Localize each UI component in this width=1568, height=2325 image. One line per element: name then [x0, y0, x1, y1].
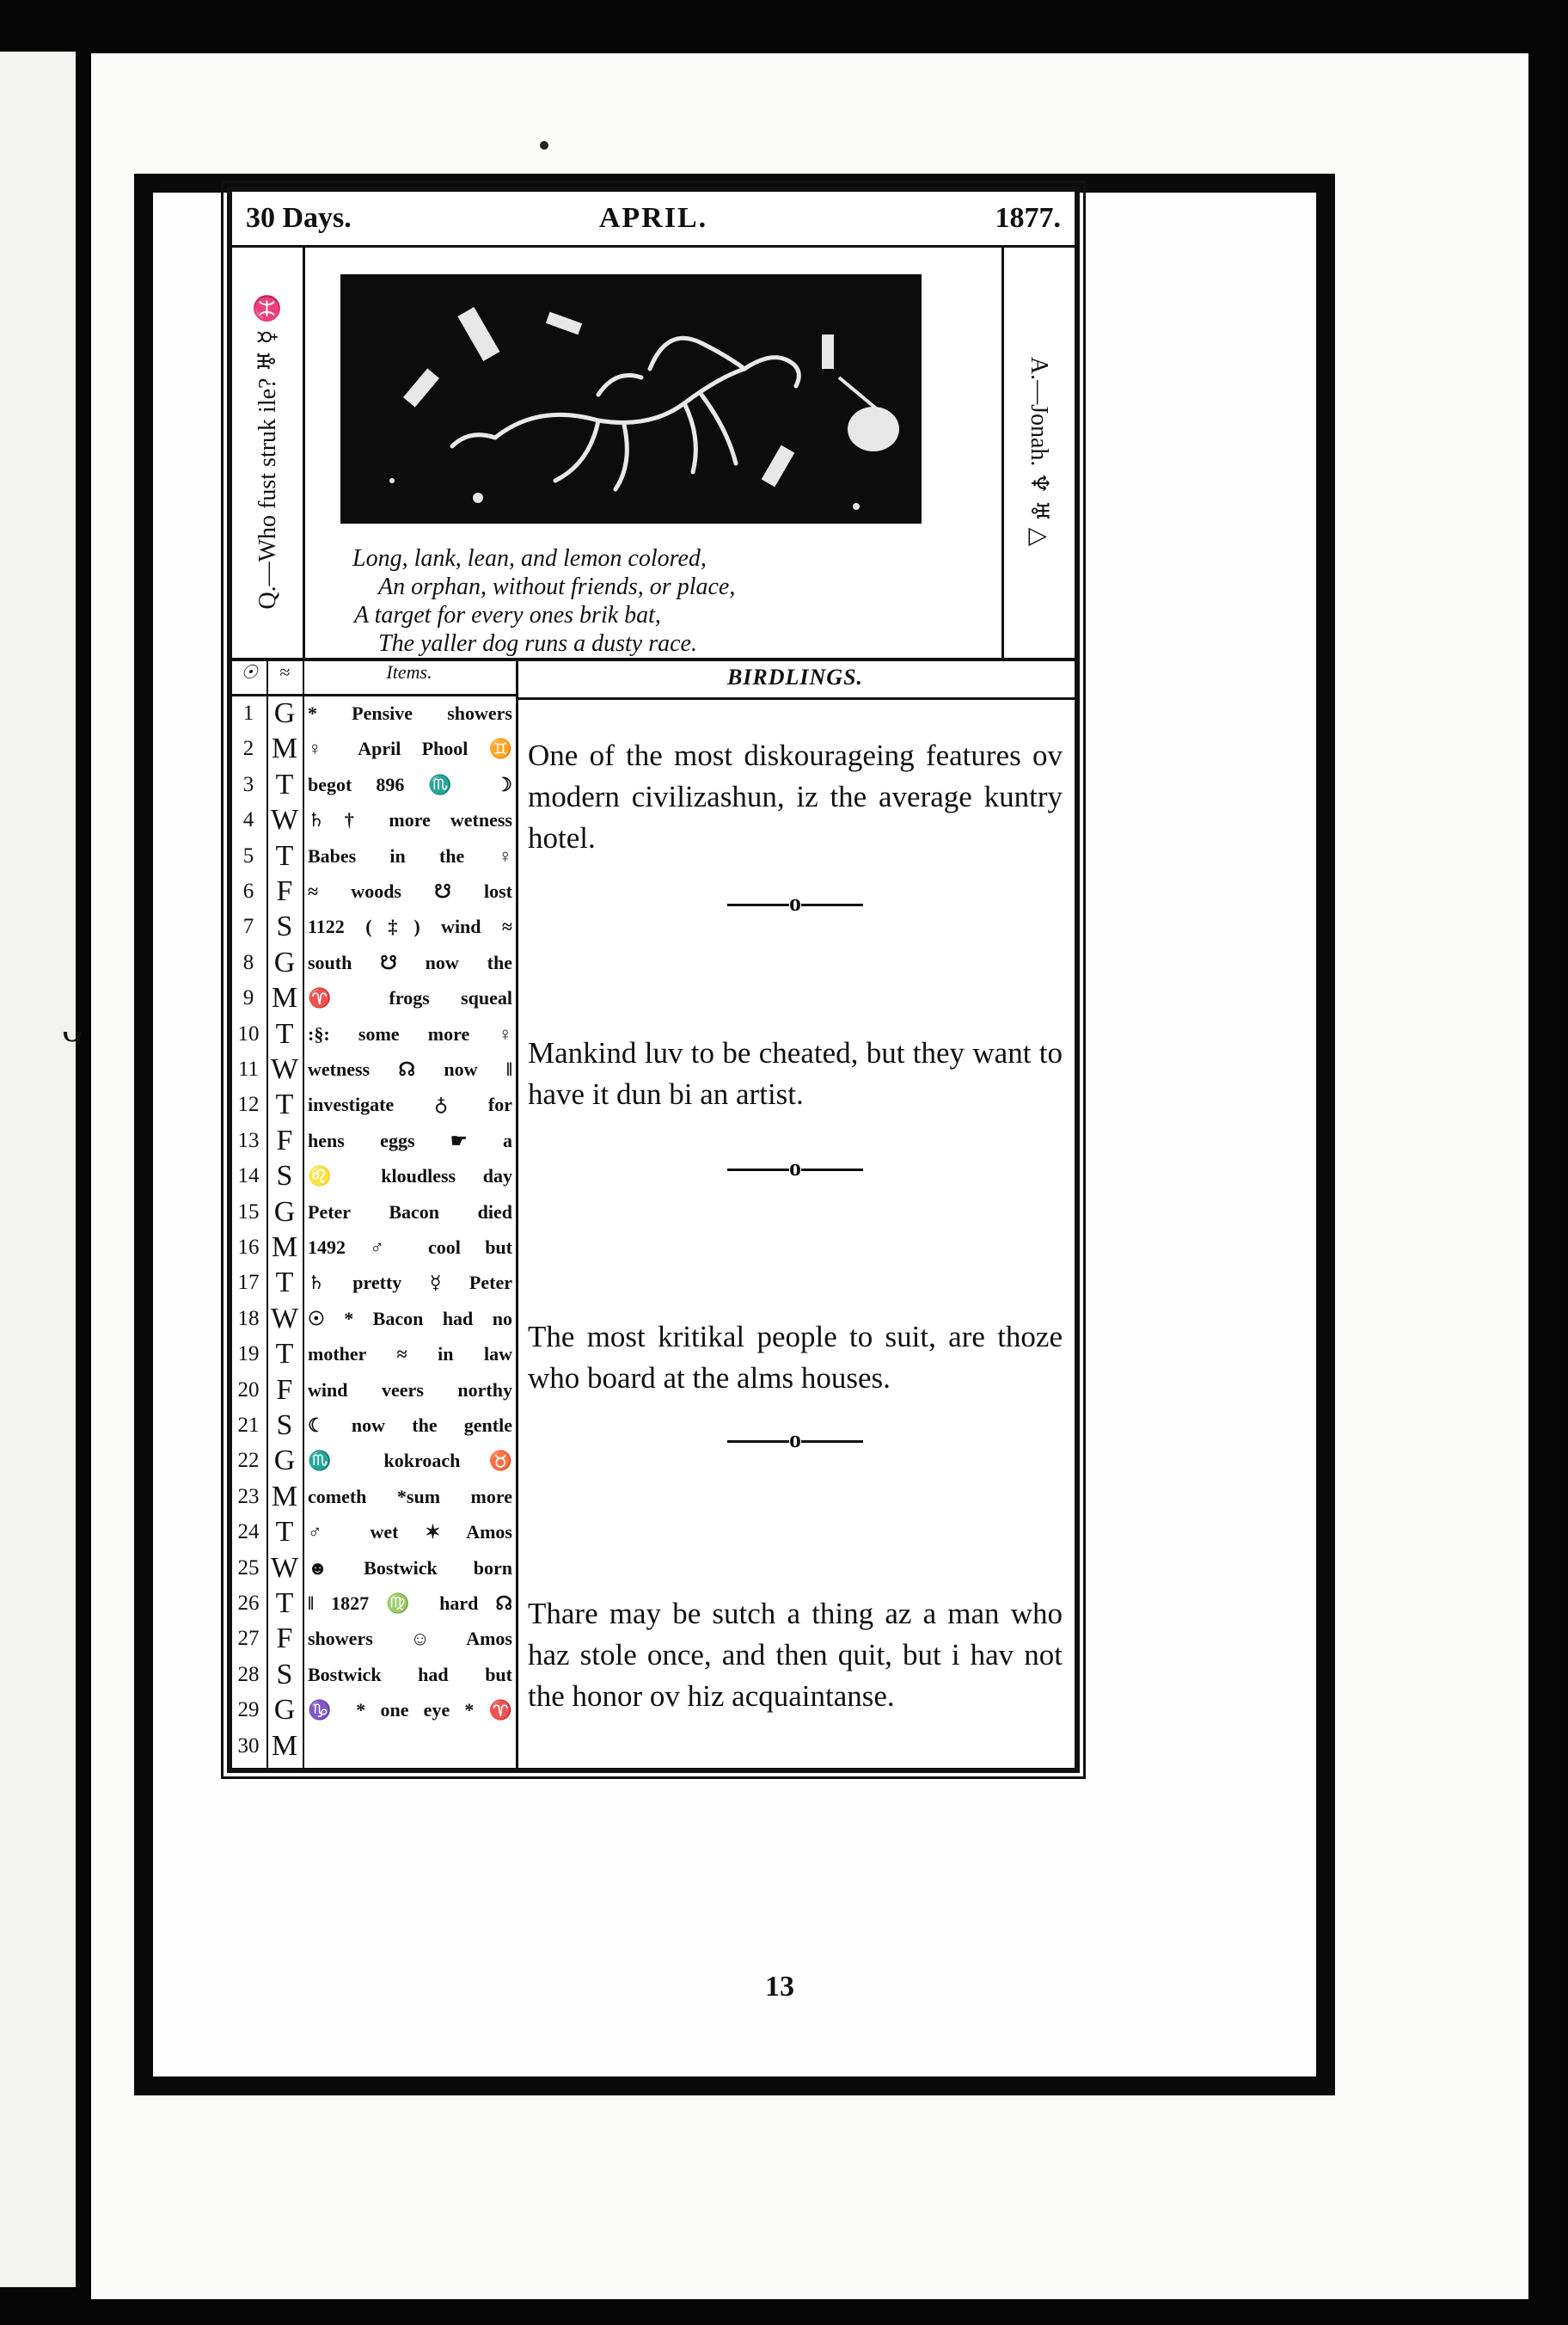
table-row — [232, 1408, 516, 1443]
table-row — [232, 1301, 516, 1336]
day-number: 18 — [237, 1306, 260, 1330]
yellow-dog-illustration — [340, 274, 922, 524]
day-number: 30 — [237, 1733, 260, 1758]
day-items: wind veers northy — [308, 1378, 512, 1401]
table-row — [232, 696, 516, 731]
day-items: cometh *sum more — [308, 1485, 512, 1507]
day-number: 22 — [237, 1449, 260, 1473]
day-letter: T — [275, 1017, 294, 1050]
day-number: 17 — [237, 1271, 260, 1295]
separator — [516, 1155, 1075, 1182]
verse-line: An orphan, without friends, or place, — [378, 574, 736, 600]
day-letter: T — [275, 1089, 294, 1121]
dog-woodcut-icon — [340, 274, 922, 524]
day-items: mother ≈ in law — [308, 1343, 512, 1365]
day-number: 19 — [237, 1342, 260, 1366]
month-title: APRIL. — [598, 202, 708, 234]
speck — [540, 141, 548, 150]
day-letter: W — [270, 804, 299, 837]
birdling-paragraph: The most kritikal people to suit, are thoze who board at the alms houses. — [528, 1320, 1063, 1395]
day-letter: G — [273, 946, 296, 978]
birdlings-column-header: BIRDLINGS. — [516, 661, 1075, 700]
day-number: 3 — [242, 772, 254, 796]
separator-mark: o — [789, 890, 801, 917]
verse-line: The yaller dog runs a dusty race. — [378, 630, 697, 657]
table-row — [232, 1230, 516, 1265]
verse-line: Long, lank, lean, and lemon colored, — [352, 545, 707, 572]
day-letter: M — [271, 733, 298, 765]
day-letter: G — [273, 1694, 296, 1727]
table-row — [232, 1265, 516, 1300]
day-letter: W — [270, 1302, 299, 1334]
day-letter: G — [273, 697, 296, 729]
day-items: hens eggs ☛ a — [308, 1129, 512, 1151]
table-row — [232, 1123, 516, 1158]
day-number: 11 — [237, 1058, 260, 1081]
day-items: Peter Bacon died — [308, 1200, 512, 1223]
day-number: 26 — [237, 1592, 260, 1615]
day-items: 1492 ♂ cool but — [308, 1236, 512, 1258]
day-letter: F — [276, 1124, 293, 1156]
day-items: ♀ April Phool ♊ — [308, 738, 512, 760]
day-number: 23 — [237, 1484, 260, 1508]
table-row — [232, 1372, 516, 1408]
day-items: ♌ kloudless day — [308, 1165, 512, 1187]
day-items: ♄ pretty ☿ Peter — [308, 1272, 512, 1294]
day-number: 1 — [242, 702, 254, 725]
day-letter: M — [271, 1480, 298, 1512]
day-items: ☾ now the gentle — [308, 1414, 512, 1436]
day-items: south ☋ now the — [308, 951, 512, 973]
table-row — [232, 1443, 516, 1478]
day-letter: G — [273, 1445, 296, 1477]
verse — [318, 544, 989, 658]
day-number: 13 — [237, 1128, 260, 1152]
day-letter: T — [275, 768, 294, 801]
table-row — [232, 1052, 516, 1087]
almanac-box — [227, 187, 1080, 1773]
day-letter: S — [276, 911, 293, 943]
day-letter: M — [271, 1231, 298, 1263]
day-items: investigate ♁ for — [308, 1094, 512, 1116]
day-number: 21 — [237, 1414, 260, 1437]
day-items: ♏ kokroach ♉ — [308, 1450, 512, 1472]
day-items: 1122 (‡) wind ≈ — [308, 916, 512, 938]
day-items: wetness ☊ now ‖ — [308, 1058, 512, 1080]
table-row — [232, 874, 516, 909]
side-answer: A.—Jonah. ♆ ♅ △ — [1026, 356, 1052, 547]
separator — [516, 1426, 1075, 1454]
side-answer-panel — [1001, 245, 1075, 658]
day-number: 9 — [242, 986, 254, 1010]
day-items: showers ☺ Amos — [308, 1628, 512, 1650]
day-number: 4 — [242, 808, 254, 832]
day-number: 25 — [237, 1555, 260, 1580]
table-row — [232, 1016, 516, 1052]
day-column-header: ≈ — [266, 661, 304, 696]
table-row — [232, 945, 516, 980]
table-row — [232, 1550, 516, 1586]
day-letter: S — [276, 1658, 293, 1690]
table-row — [232, 1479, 516, 1514]
day-number: 8 — [242, 950, 254, 974]
day-items: ☻ Bostwick born — [308, 1556, 512, 1579]
day-number: 15 — [237, 1199, 260, 1224]
day-letter: W — [270, 1053, 299, 1085]
day-letter: T — [275, 1338, 294, 1371]
birdling-paragraph: One of the most diskourageing features ov modern civilizashun, iz the average kuntry hotel. — [528, 739, 1063, 855]
table-row — [232, 1586, 516, 1621]
table-row — [232, 1621, 516, 1656]
day-number: 7 — [242, 915, 254, 939]
separator-mark: o — [789, 1155, 801, 1181]
separator-mark: o — [789, 1426, 801, 1453]
table-row — [232, 1728, 516, 1764]
table-row — [232, 909, 516, 944]
verse-line: A target for every ones brik bat, — [354, 602, 661, 629]
day-letter: M — [271, 1729, 298, 1762]
table-row — [232, 1158, 516, 1193]
illustration-panel — [232, 245, 1075, 661]
birdlings-column — [516, 699, 1075, 1768]
day-items: * Pensive showers — [308, 702, 512, 724]
day-letter: T — [275, 1516, 294, 1549]
table-row — [232, 802, 516, 837]
table-row — [232, 1692, 516, 1727]
day-letter: F — [276, 875, 293, 907]
separator — [516, 890, 1075, 917]
items-column-header: Items. — [303, 661, 518, 696]
table-row — [232, 731, 516, 766]
day-letter: F — [276, 1623, 293, 1655]
table-row — [232, 767, 516, 802]
table-row — [232, 1194, 516, 1230]
page-number: 13 — [765, 1971, 794, 2003]
day-number: 6 — [242, 880, 254, 903]
day-number: 12 — [237, 1093, 260, 1117]
day-items: ♈ frogs squeal — [308, 987, 512, 1009]
day-number: 5 — [242, 844, 254, 868]
day-letter: T — [275, 1587, 294, 1619]
table-row — [232, 1087, 516, 1122]
side-question: Q.—Who fust struk ile? ♅ ☿ ♓ — [254, 293, 281, 610]
day-letter: W — [270, 1551, 299, 1584]
birdling-paragraph: Thare may be sutch a thing az a man who haz stole once, and then quit, but i hav not the honor ov hiz acquaintanse. — [528, 1597, 1063, 1713]
day-items: :§: some more ♀ — [308, 1022, 512, 1045]
table-row — [232, 1336, 516, 1371]
day-items: ♂ wet ✶ Amos — [308, 1521, 512, 1543]
calendar-header — [232, 192, 1075, 248]
day-letter: G — [273, 1195, 296, 1228]
days-count: 30 Days. — [246, 202, 352, 234]
day-items: begot 896 ♏ ☽ — [308, 773, 512, 795]
day-letter: T — [275, 839, 294, 872]
table-row — [232, 838, 516, 874]
day-items: ♑ * one eye * ♈ — [308, 1699, 512, 1721]
day-number: 29 — [237, 1698, 260, 1722]
year: 1877. — [995, 202, 1061, 234]
day-letter: T — [275, 1267, 294, 1299]
day-number: 14 — [237, 1164, 260, 1188]
day-number: 20 — [237, 1377, 260, 1402]
day-items: Bostwick had but — [308, 1663, 512, 1685]
day-items: ♄ † more wetness — [308, 809, 512, 831]
side-question-panel — [232, 245, 305, 658]
day-number: 27 — [237, 1627, 260, 1651]
day-letter: F — [276, 1373, 293, 1406]
left-page-edge — [0, 52, 76, 2287]
table-row — [232, 1657, 516, 1692]
day-number: 24 — [237, 1520, 260, 1544]
sun-column-header: ☉ — [232, 661, 268, 696]
day-number: 10 — [237, 1021, 260, 1046]
table-row — [232, 1514, 516, 1549]
day-letter: S — [276, 1160, 293, 1193]
day-number: 2 — [242, 737, 254, 761]
day-items: Babes in the ♀ — [308, 844, 512, 867]
calendar-table — [232, 696, 516, 1768]
day-letter: S — [276, 1409, 293, 1441]
table-row — [232, 980, 516, 1015]
day-items: ‖ 1827 ♍ hard ☊ — [308, 1592, 512, 1614]
day-number: 28 — [237, 1662, 260, 1686]
day-items: ≈ woods ☋ lost — [308, 880, 512, 902]
day-letter: M — [271, 982, 298, 1015]
day-items: ☉ * Bacon had no — [308, 1307, 512, 1329]
birdling-paragraph: Mankind luv to be cheated, but they want to have it dun bi an artist. — [528, 1036, 1063, 1111]
day-number: 16 — [237, 1236, 260, 1259]
binding-clip-icon: ᴗ — [62, 1005, 83, 1051]
